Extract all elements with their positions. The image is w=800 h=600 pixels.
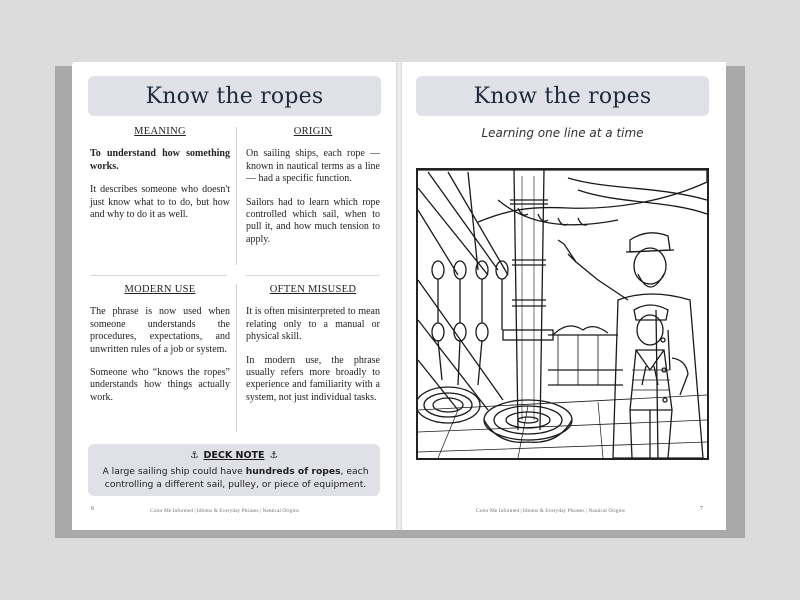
- deck-note-text-bold: hundreds of ropes: [245, 466, 341, 477]
- coloring-illustration: [416, 168, 709, 460]
- right-page-subtitle: Learning one line at a time: [481, 126, 644, 140]
- origin-heading: ORIGIN: [293, 126, 333, 137]
- origin-paragraph-2: Sailors had to learn which rope controlled which sail, when to pull it, and how much tension to apply.: [246, 196, 380, 245]
- deck-note-text-end: , each controlling a different sail, pulley, or piece of equipment.: [104, 466, 369, 490]
- meaning-heading: MEANING: [134, 126, 186, 137]
- sailor-ship-illustration: [418, 170, 707, 458]
- modern-use-paragraph-1: The phrase is now used when someone understands the procedures, expectations, and unwritten rules of a job or system.: [90, 306, 230, 355]
- meaning-section: [90, 126, 230, 232]
- deck-note-text-start: A large sailing ship could have: [102, 466, 246, 477]
- right-page-footer: Color Me Informed | Idioms & Everyday Phrases | Nautical Origins: [476, 508, 625, 514]
- meaning-bold-text: To understand how something works.: [90, 148, 230, 172]
- right-page-title: Know the ropes: [473, 83, 652, 109]
- often-misused-paragraph-1: It is often misinterpreted to mean relating only to a manual or physical skill.: [246, 306, 380, 343]
- modern-use-section: [90, 284, 230, 415]
- deck-note-text: [101, 465, 370, 491]
- book-gutter: [396, 62, 402, 530]
- right-title-bar: [416, 76, 709, 116]
- origin-paragraph-1: On sailing ships, each rope — known in nautical terms as a line — had a specific function.: [246, 148, 380, 185]
- vertical-divider-top: [236, 127, 237, 265]
- often-misused-paragraph-2: In modern use, the phrase usually refers more broadly to experience and familiarity with a system, not just individual tasks.: [246, 354, 380, 403]
- often-misused-heading: OFTEN MISUSED: [269, 284, 357, 295]
- horizontal-divider-right: [246, 275, 380, 276]
- deck-note-label: DECK NOTE: [203, 450, 265, 461]
- modern-use-paragraph-2: Someone who “knows the ropes” understands how things actually work.: [90, 367, 230, 403]
- anchor-icon: ⚓: [269, 450, 279, 461]
- modern-use-heading: MODERN USE: [124, 284, 196, 295]
- deck-note-box: [88, 444, 380, 496]
- left-page-number: 6: [91, 506, 94, 512]
- horizontal-divider-left: [90, 275, 227, 276]
- left-page-footer: Color Me Informed | Idioms & Everyday Phrases | Nautical Origins: [150, 508, 299, 514]
- deck-note-header: [88, 450, 380, 461]
- left-title-bar: [88, 76, 381, 116]
- left-page-title: Know the ropes: [145, 83, 324, 109]
- right-page-number: 7: [700, 506, 703, 512]
- anchor-icon: ⚓: [189, 450, 199, 461]
- origin-section: [246, 126, 380, 257]
- often-misused-section: [246, 284, 380, 415]
- vertical-divider-bottom: [236, 284, 237, 432]
- meaning-text: It describes someone who doesn't just know what to to do, but how and why to do it as well.: [90, 184, 230, 221]
